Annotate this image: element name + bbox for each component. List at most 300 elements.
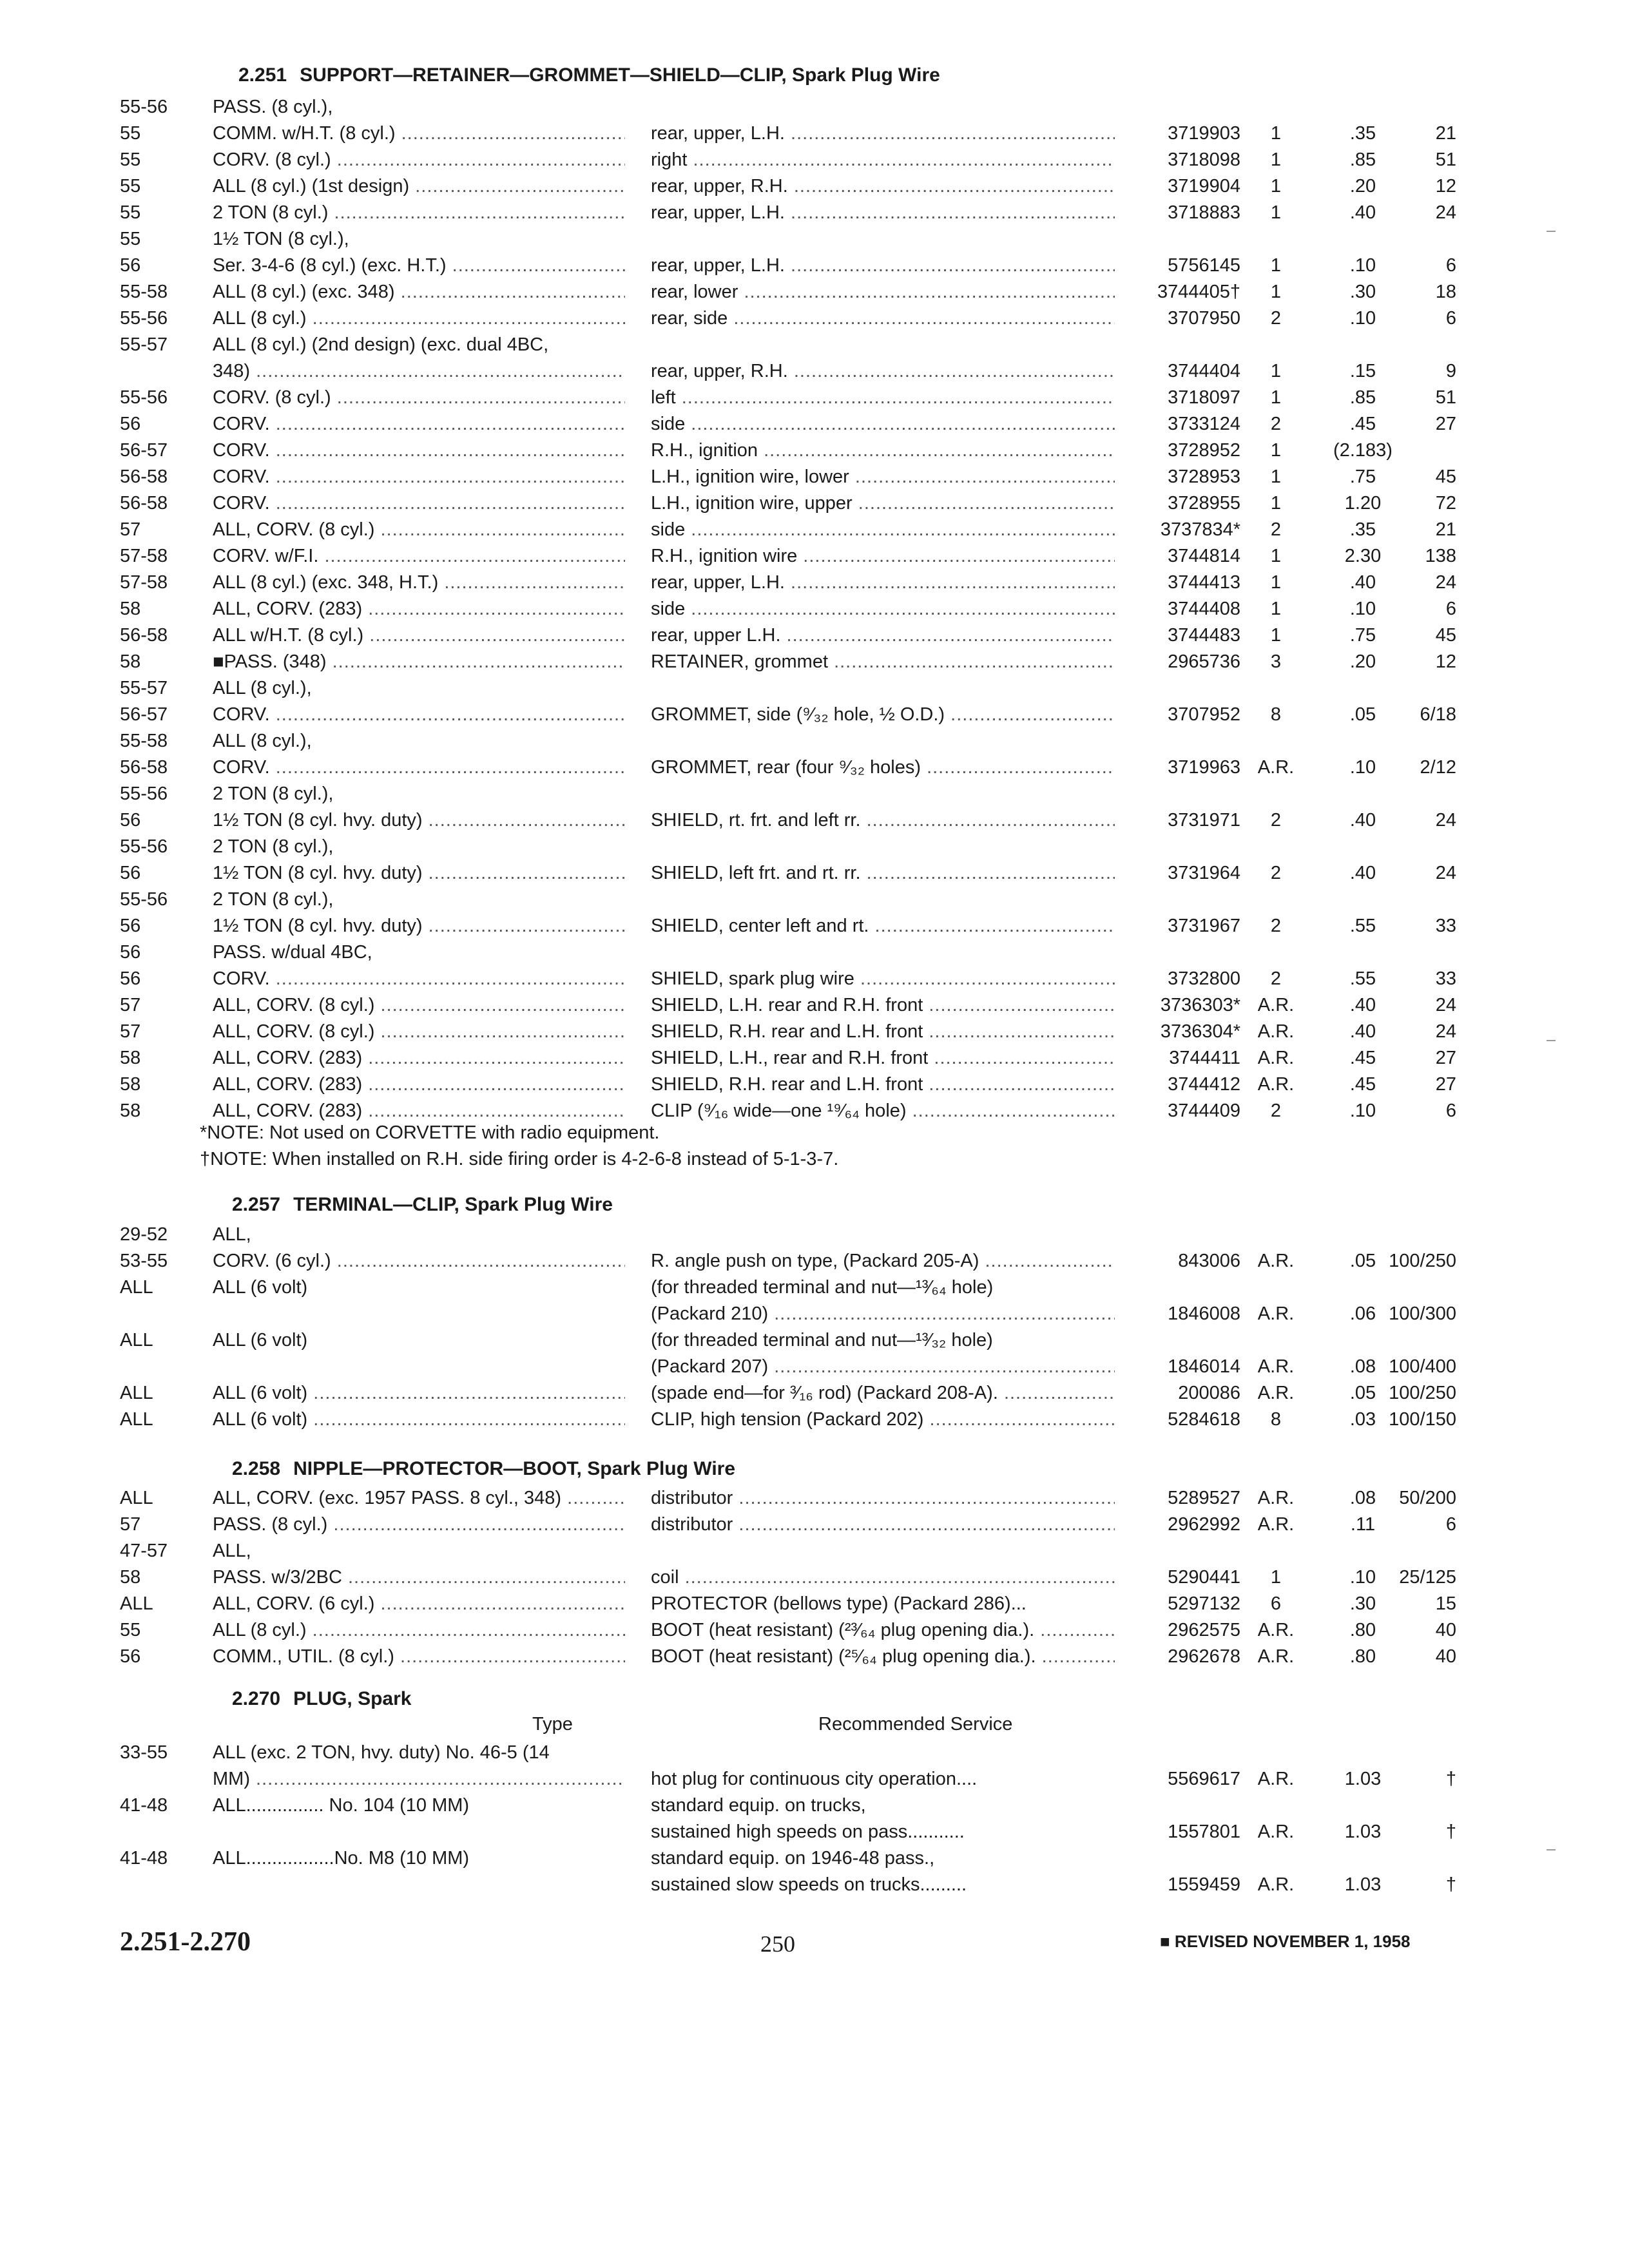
row-part: 3736303*	[1160, 995, 1240, 1015]
parts-row	[0, 1792, 1629, 1819]
row-part: 5569617	[1168, 1769, 1240, 1789]
row-year: 53-55	[120, 1251, 168, 1271]
row-year: 56	[120, 863, 141, 883]
row-part: 1557801	[1168, 1821, 1240, 1842]
row-qty: 1	[1270, 282, 1282, 302]
row-price: .05	[1349, 1251, 1376, 1271]
row-part: 2962575	[1168, 1620, 1240, 1640]
row-part: 3744483	[1168, 625, 1240, 646]
row-part: 3733124	[1168, 414, 1240, 434]
row-year: 56	[120, 414, 141, 434]
row-weight: 12	[1435, 176, 1456, 197]
row-weight: 24	[1435, 863, 1456, 883]
row-weight: 100/250	[1389, 1383, 1456, 1403]
row-part: 3707950	[1168, 308, 1240, 329]
row-part: 3732800	[1168, 968, 1240, 989]
parts-row	[0, 1872, 1629, 1898]
row-weight: †	[1445, 1874, 1456, 1895]
row-part: 2965736	[1168, 651, 1240, 672]
row-weight: 50/200	[1399, 1488, 1456, 1508]
row-model: ALL, CORV. (283) .....	[213, 596, 625, 622]
parts-row	[0, 781, 1629, 807]
row-model: 2 TON (8 cyl.),	[213, 783, 334, 804]
row-model: CORV. (6 cyl.) .....	[213, 1248, 625, 1274]
row-year: ALL	[120, 1409, 153, 1430]
row-qty: 1	[1270, 202, 1282, 223]
parts-row	[0, 1301, 1629, 1327]
row-weight: †	[1445, 1821, 1456, 1842]
row-price: .45	[1349, 1048, 1376, 1068]
row-year: 58	[120, 1100, 141, 1121]
row-desc: standard equip. on trucks,	[651, 1795, 866, 1816]
row-model: MM) .....	[213, 1766, 625, 1792]
parts-row	[0, 120, 1629, 147]
parts-row	[0, 147, 1629, 173]
row-year: 55-58	[120, 282, 168, 302]
row-desc: SHIELD, left frt. and rt. rr. .....	[651, 860, 1115, 887]
row-weight: 51	[1435, 149, 1456, 170]
row-weight: 33	[1435, 916, 1456, 936]
row-weight: 6	[1445, 1100, 1456, 1121]
row-price: .35	[1349, 519, 1376, 540]
row-desc: GROMMET, side (⁹⁄₃₂ hole, ½ O.D.) .....	[651, 702, 1115, 728]
parts-row	[0, 1819, 1629, 1845]
row-weight: 25/125	[1399, 1567, 1456, 1588]
parts-row	[0, 596, 1629, 622]
row-year: 57	[120, 1021, 141, 1042]
row-model: ALL, CORV. (283) .....	[213, 1045, 625, 1072]
row-qty: 1	[1270, 255, 1282, 276]
row-year: 58	[120, 599, 141, 619]
row-desc: CLIP (⁹⁄₁₆ wide—one ¹⁹⁄₆₄ hole) .....	[651, 1098, 1115, 1124]
row-price: .40	[1349, 1021, 1376, 1042]
row-price: 2.30	[1344, 546, 1382, 566]
row-year: 56	[120, 968, 141, 989]
row-price: .40	[1349, 810, 1376, 831]
row-weight: 12	[1435, 651, 1456, 672]
row-qty: A.R.	[1257, 1646, 1295, 1667]
row-qty: A.R.	[1257, 1074, 1295, 1095]
parts-row	[0, 1380, 1629, 1407]
row-year: 56-58	[120, 625, 168, 646]
row-year: 55-57	[120, 678, 168, 698]
note-asterisk: *NOTE: Not used on CORVETTE with radio equipment.	[200, 1122, 660, 1143]
row-year: 58	[120, 651, 141, 672]
row-price: .85	[1349, 387, 1376, 408]
section-number: 2.258	[232, 1458, 281, 1479]
section-header-2-257	[232, 1194, 613, 1216]
row-year: 55-56	[120, 387, 168, 408]
row-price: 1.20	[1344, 493, 1382, 514]
row-weight: 24	[1435, 1021, 1456, 1042]
row-desc: side .....	[651, 411, 1115, 437]
row-year: 57	[120, 519, 141, 540]
row-desc: coil .....	[651, 1564, 1115, 1591]
row-desc: L.H., ignition wire, upper .....	[651, 490, 1115, 517]
row-model: ALL (8 cyl.),	[213, 678, 312, 698]
row-qty: 1	[1270, 149, 1282, 170]
row-qty: 2	[1270, 916, 1282, 936]
row-qty: 3	[1270, 651, 1282, 672]
parts-row	[0, 1274, 1629, 1301]
row-weight: 15	[1435, 1593, 1456, 1614]
row-model: 2 TON (8 cyl.),	[213, 836, 334, 857]
parts-row	[0, 1222, 1629, 1248]
row-year: 56-57	[120, 440, 168, 461]
row-model: PASS. w/3/2BC .....	[213, 1564, 625, 1591]
row-model: ALL (8 cyl.) (1st design) .....	[213, 173, 625, 200]
row-model: ALL (6 volt) .....	[213, 1407, 625, 1433]
row-desc: SHIELD, center left and rt. .....	[651, 913, 1115, 939]
row-model: ALL (8 cyl.) .....	[213, 305, 625, 332]
footer-revised-date: ■ REVISED NOVEMBER 1, 1958	[1160, 1932, 1411, 1951]
margin-mark	[1547, 1040, 1556, 1041]
row-price: .55	[1349, 968, 1376, 989]
row-year: 55	[120, 149, 141, 170]
row-price: .10	[1349, 1567, 1376, 1588]
row-weight: 2/12	[1420, 757, 1456, 778]
parts-row	[0, 834, 1629, 860]
parts-row	[0, 1512, 1629, 1538]
row-year: 41-48	[120, 1848, 168, 1869]
row-qty: A.R.	[1257, 1048, 1295, 1068]
row-weight: 45	[1435, 625, 1456, 646]
row-year: 55	[120, 123, 141, 144]
row-year: 57-58	[120, 546, 168, 566]
row-price: .40	[1349, 863, 1376, 883]
row-price: .08	[1349, 1488, 1376, 1508]
row-model: 1½ TON (8 cyl.),	[213, 229, 349, 249]
row-year: ALL	[120, 1277, 153, 1298]
row-weight: 24	[1435, 995, 1456, 1015]
row-model: ALL (8 cyl.),	[213, 731, 312, 751]
row-qty: 8	[1270, 704, 1282, 725]
row-year: 33-55	[120, 1742, 168, 1763]
row-desc: standard equip. on 1946-48 pass.,	[651, 1848, 935, 1869]
row-part: 3731967	[1168, 916, 1240, 936]
row-price: .05	[1349, 704, 1376, 725]
row-price: .03	[1349, 1409, 1376, 1430]
parts-row	[0, 173, 1629, 200]
row-desc: PROTECTOR (bellows type) (Packard 286)...	[651, 1593, 1027, 1614]
row-year: 55	[120, 1620, 141, 1640]
row-qty: A.R.	[1257, 1303, 1295, 1324]
row-part: 3744408	[1168, 599, 1240, 619]
row-desc: RETAINER, grommet .....	[651, 649, 1115, 675]
row-model: ALL (8 cyl.) (exc. 348, H.T.) .....	[213, 570, 625, 596]
parts-row	[0, 543, 1629, 570]
parts-row	[0, 807, 1629, 834]
footer-section-range: 2.251-2.270	[120, 1927, 251, 1957]
row-part: 3719904	[1168, 176, 1240, 197]
row-desc: SHIELD, rt. frt. and left rr. .....	[651, 807, 1115, 834]
row-weight: 51	[1435, 387, 1456, 408]
parts-row	[0, 1098, 1629, 1124]
row-desc: (Packard 210) .....	[651, 1301, 1115, 1327]
row-year: 58	[120, 1074, 141, 1095]
row-desc: GROMMET, rear (four ⁹⁄₃₂ holes) .....	[651, 754, 1115, 781]
row-weight: 40	[1435, 1646, 1456, 1667]
type-column-header: Type	[532, 1714, 573, 1735]
row-price: .75	[1349, 466, 1376, 487]
row-model: ■PASS. (348) .....	[213, 649, 625, 675]
row-year: 56	[120, 255, 141, 276]
row-price: .80	[1349, 1620, 1376, 1640]
row-part: 3719963	[1168, 757, 1240, 778]
row-price: .55	[1349, 916, 1376, 936]
parts-row	[0, 1740, 1629, 1766]
row-qty: A.R.	[1257, 1251, 1295, 1271]
row-part: 843006	[1178, 1251, 1240, 1271]
section-number: 2.270	[232, 1688, 281, 1709]
row-year: 55-56	[120, 889, 168, 910]
row-part: 3731964	[1168, 863, 1240, 883]
row-desc: side .....	[651, 596, 1115, 622]
row-model: 1½ TON (8 cyl. hvy. duty) .....	[213, 807, 625, 834]
row-price: .75	[1349, 625, 1376, 646]
parts-row	[0, 1045, 1629, 1072]
row-year: ALL	[120, 1593, 153, 1614]
row-desc: rear, upper, L.H. .....	[651, 120, 1115, 147]
parts-row	[0, 992, 1629, 1019]
row-model: PASS. (8 cyl.),	[213, 97, 333, 117]
row-price: .10	[1349, 255, 1376, 276]
row-part: 1559459	[1168, 1874, 1240, 1895]
row-model: ALL (8 cyl.) (exc. 348) .....	[213, 279, 625, 305]
parts-row	[0, 358, 1629, 385]
row-price: .20	[1349, 176, 1376, 197]
row-desc: R.H., ignition .....	[651, 437, 1115, 464]
parts-row	[0, 94, 1629, 120]
row-model: CORV. (8 cyl.) .....	[213, 385, 625, 411]
parts-row	[0, 675, 1629, 702]
row-qty: A.R.	[1257, 995, 1295, 1015]
row-model: ALL, CORV. (8 cyl.) .....	[213, 1019, 625, 1045]
section-number: 2.251	[238, 64, 287, 86]
row-desc: hot plug for continuous city operation....	[651, 1769, 978, 1789]
parts-row	[0, 1617, 1629, 1644]
row-desc: rear, upper, L.H. .....	[651, 253, 1115, 279]
row-desc: left .....	[651, 385, 1115, 411]
parts-row	[0, 570, 1629, 596]
row-price: .45	[1349, 1074, 1376, 1095]
row-model: ALL, CORV. (8 cyl.) .....	[213, 992, 625, 1019]
row-model: PASS. w/dual 4BC,	[213, 942, 372, 963]
row-qty: A.R.	[1257, 1620, 1295, 1640]
row-price: .10	[1349, 1100, 1376, 1121]
row-desc: rear, lower .....	[651, 279, 1115, 305]
row-qty: 1	[1270, 572, 1282, 593]
row-model: PASS. (8 cyl.) .....	[213, 1512, 625, 1538]
row-part: 3718097	[1168, 387, 1240, 408]
row-qty: 1	[1270, 123, 1282, 144]
row-weight: 33	[1435, 968, 1456, 989]
row-qty: A.R.	[1257, 1488, 1295, 1508]
row-model: ALL, CORV. (6 cyl.) .....	[213, 1591, 625, 1617]
row-model: ALL (8 cyl.) .....	[213, 1617, 625, 1644]
parts-row	[0, 1564, 1629, 1591]
row-weight: 100/300	[1389, 1303, 1456, 1324]
parts-row	[0, 649, 1629, 675]
parts-row	[0, 1538, 1629, 1564]
row-qty: 1	[1270, 1567, 1282, 1588]
row-weight: 6	[1445, 1514, 1456, 1535]
row-model: CORV. .....	[213, 490, 625, 517]
row-part: 3728955	[1168, 493, 1240, 514]
row-part: 3744411	[1169, 1048, 1240, 1068]
row-desc: L.H., ignition wire, lower .....	[651, 464, 1115, 490]
row-part: 3744405†	[1157, 282, 1240, 302]
row-year: 58	[120, 1048, 141, 1068]
row-qty: 1	[1270, 440, 1282, 461]
row-part: 3719903	[1168, 123, 1240, 144]
row-price: .05	[1349, 1383, 1376, 1403]
row-weight: 27	[1435, 1048, 1456, 1068]
row-desc: rear, upper, R.H. .....	[651, 358, 1115, 385]
parts-row	[0, 385, 1629, 411]
row-weight: 24	[1435, 572, 1456, 593]
row-desc: (spade end—for ³⁄₁₆ rod) (Packard 208-A). .....	[651, 1380, 1115, 1407]
parts-row	[0, 226, 1629, 253]
row-part: 3728953	[1168, 466, 1240, 487]
row-year: 56-58	[120, 466, 168, 487]
row-qty: A.R.	[1257, 757, 1295, 778]
row-year: 56	[120, 1646, 141, 1667]
row-weight: 24	[1435, 202, 1456, 223]
row-desc: distributor .....	[651, 1512, 1115, 1538]
row-part: 3737834*	[1160, 519, 1240, 540]
row-price: .40	[1349, 995, 1376, 1015]
section-header-2-251	[238, 64, 940, 86]
row-qty: 6	[1270, 1593, 1282, 1614]
section-header-2-270	[232, 1688, 411, 1710]
parts-row	[0, 860, 1629, 887]
row-weight: †	[1445, 1769, 1456, 1789]
row-weight: 138	[1425, 546, 1456, 566]
row-year: 55-57	[120, 334, 168, 355]
row-year: 57	[120, 995, 141, 1015]
row-part: 2962992	[1168, 1514, 1240, 1535]
row-weight: 27	[1435, 414, 1456, 434]
row-year: 57	[120, 1514, 141, 1535]
row-desc: sustained slow speeds on trucks.........	[651, 1874, 967, 1895]
row-year: 58	[120, 1567, 141, 1588]
parts-row	[0, 702, 1629, 728]
row-year: 56	[120, 916, 141, 936]
row-price: .10	[1349, 757, 1376, 778]
parts-row	[0, 913, 1629, 939]
row-part: 3718883	[1168, 202, 1240, 223]
row-year: 55-56	[120, 783, 168, 804]
row-qty: 1	[1270, 361, 1282, 381]
row-year: 55	[120, 176, 141, 197]
row-model: COMM., UTIL. (8 cyl.) .....	[213, 1644, 625, 1670]
row-desc: right .....	[651, 147, 1115, 173]
row-qty: 8	[1270, 1409, 1282, 1430]
row-price: .10	[1349, 308, 1376, 329]
row-qty: 2	[1270, 414, 1282, 434]
row-weight: 72	[1435, 493, 1456, 514]
parts-row	[0, 1407, 1629, 1433]
row-model: 2 TON (8 cyl.),	[213, 889, 334, 910]
parts-row	[0, 1072, 1629, 1098]
row-part: 3731971	[1168, 810, 1240, 831]
parts-row	[0, 437, 1629, 464]
row-qty: 2	[1270, 810, 1282, 831]
parts-row	[0, 1485, 1629, 1512]
row-desc: R. angle push on type, (Packard 205-A) .....	[651, 1248, 1115, 1274]
row-year: 55	[120, 229, 141, 249]
row-year: ALL	[120, 1383, 153, 1403]
row-price: 1.03	[1344, 1874, 1382, 1895]
parts-row	[0, 754, 1629, 781]
parts-row	[0, 887, 1629, 913]
section-title: PLUG, Spark	[293, 1688, 412, 1709]
row-qty: A.R.	[1257, 1021, 1295, 1042]
row-year: 55-56	[120, 308, 168, 329]
row-qty: A.R.	[1257, 1821, 1295, 1842]
row-model: COMM. w/H.T. (8 cyl.) .....	[213, 120, 625, 147]
row-model: ALL,	[213, 1541, 251, 1561]
row-price: .40	[1349, 572, 1376, 593]
row-qty: A.R.	[1257, 1356, 1295, 1377]
row-qty: 1	[1270, 546, 1282, 566]
row-desc: SHIELD, R.H. rear and L.H. front .....	[651, 1019, 1115, 1045]
row-model: CORV. (8 cyl.) .....	[213, 147, 625, 173]
row-model: ALL, CORV. (283) .....	[213, 1072, 625, 1098]
row-model: CORV. .....	[213, 754, 625, 781]
row-desc: SHIELD, R.H. rear and L.H. front .....	[651, 1072, 1115, 1098]
row-part: 3744413	[1168, 572, 1240, 593]
row-part: 1846008	[1168, 1303, 1240, 1324]
row-model: CORV. .....	[213, 966, 625, 992]
row-qty: 2	[1270, 308, 1282, 329]
row-qty: 1	[1270, 493, 1282, 514]
row-part: 5290441	[1168, 1567, 1240, 1588]
row-weight: 21	[1435, 123, 1456, 144]
row-part: 3744814	[1168, 546, 1240, 566]
row-part: 3744412	[1168, 1074, 1240, 1095]
row-desc: SHIELD, L.H., rear and R.H. front .....	[651, 1045, 1115, 1072]
row-weight: 21	[1435, 519, 1456, 540]
row-price: (2.183)	[1333, 440, 1393, 461]
row-model: ALL, CORV. (exc. 1957 PASS. 8 cyl., 348) .....	[213, 1485, 625, 1512]
row-part: 5756145	[1168, 255, 1240, 276]
row-qty: 1	[1270, 625, 1282, 646]
parts-row	[0, 305, 1629, 332]
row-weight: 6	[1445, 308, 1456, 329]
row-year: 47-57	[120, 1541, 168, 1561]
row-price: .10	[1349, 599, 1376, 619]
row-model: ALL (6 volt)	[213, 1277, 308, 1298]
row-price: .40	[1349, 202, 1376, 223]
parts-row	[0, 517, 1629, 543]
parts-row	[0, 1644, 1629, 1670]
row-part: 5289527	[1168, 1488, 1240, 1508]
footer-page-number: 250	[760, 1931, 795, 1957]
row-price: .30	[1349, 1593, 1376, 1614]
parts-row	[0, 1845, 1629, 1872]
row-price: .08	[1349, 1356, 1376, 1377]
row-model: 1½ TON (8 cyl. hvy. duty) .....	[213, 860, 625, 887]
row-desc: rear, upper, R.H. .....	[651, 173, 1115, 200]
margin-mark	[1547, 1849, 1556, 1850]
row-year: ALL	[120, 1488, 153, 1508]
row-year: 29-52	[120, 1224, 168, 1245]
row-model: CORV. .....	[213, 464, 625, 490]
row-qty: 2	[1270, 968, 1282, 989]
row-model: ALL.................No. M8 (10 MM)	[213, 1848, 470, 1869]
